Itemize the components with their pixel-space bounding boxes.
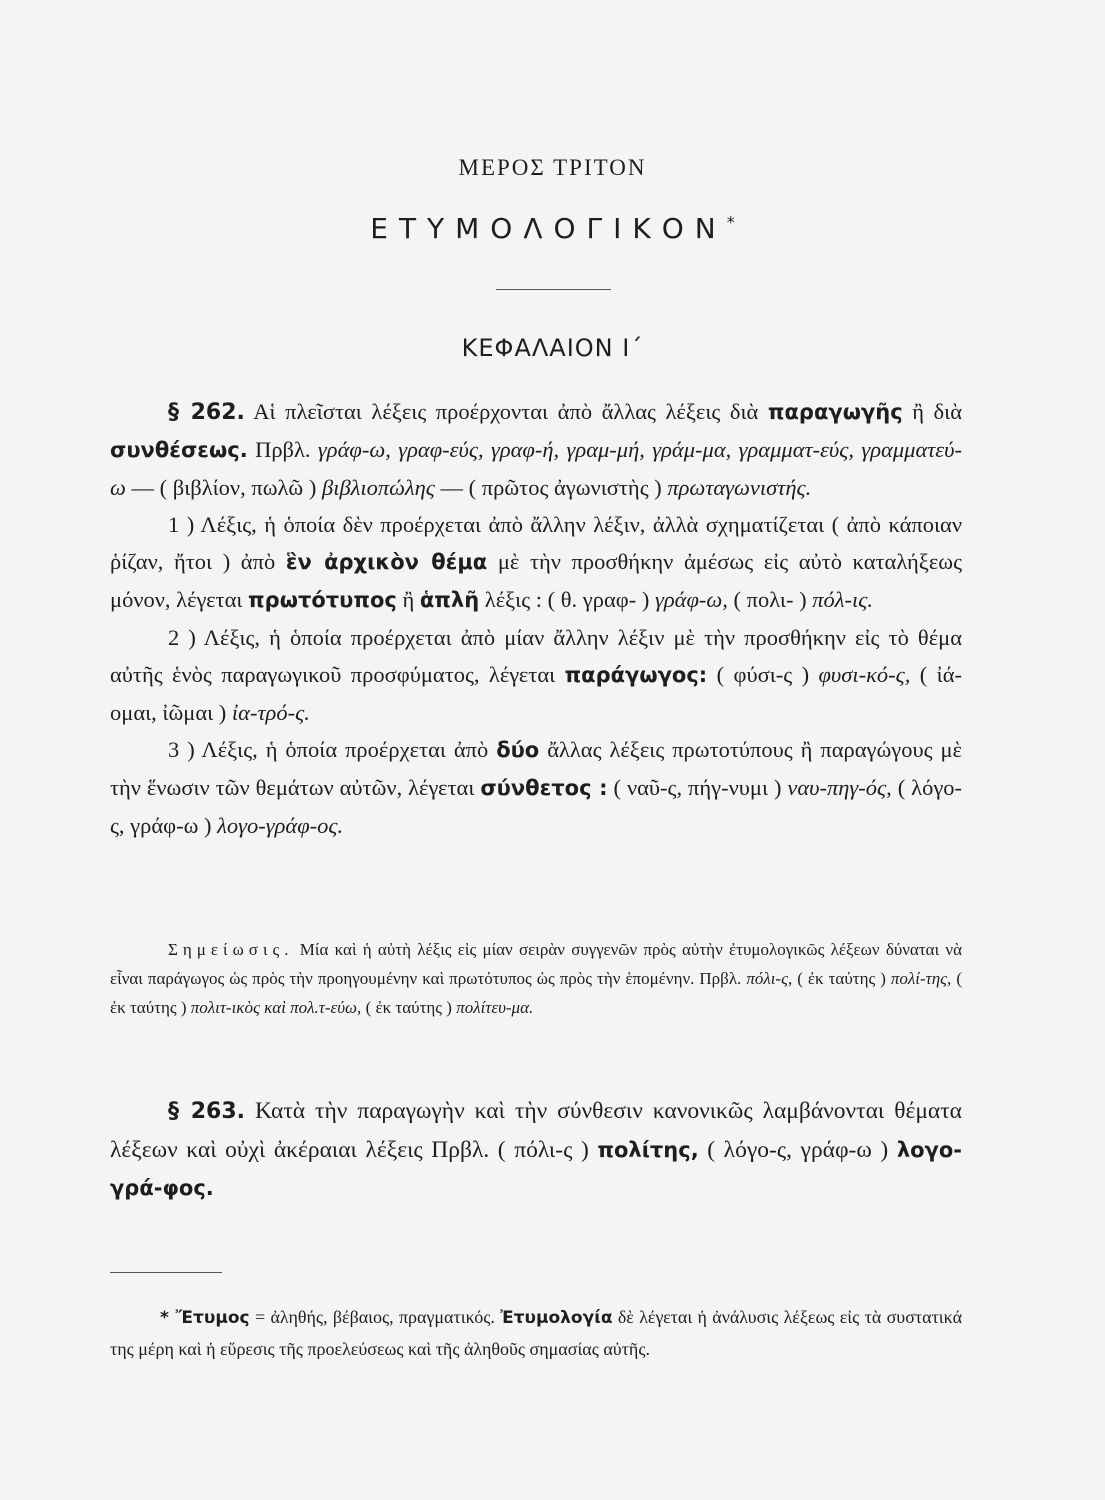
footnote-marker: * — [726, 212, 735, 232]
example-italic: ἰα-τρό-ς. — [231, 700, 310, 725]
text-run: ἢ — [396, 587, 420, 612]
text-run: 2 ) Λέξις, ἡ ὁποία προέρχεται ἀπὸ μίαν ἄλλην λέξιν μὲ τὴν προσθήκην εἰς τὸ θέμα αὐτῆς ἑνὸς παραγωγικοῦ προσφύματος, λέγεται — [110, 625, 962, 687]
footnote — [110, 1302, 962, 1365]
text-run: ( λόγο-ς, γράφ-ω ) — [698, 1137, 897, 1163]
item-1-paragraph — [110, 506, 962, 619]
item-3-paragraph — [110, 731, 962, 844]
footnote-mark: * — [160, 1308, 176, 1328]
bold-term: συνθέσεως. — [110, 438, 248, 462]
example-italic: πολί-της, — [890, 969, 952, 988]
section-263-paragraph — [110, 1092, 962, 1207]
section-number: § 262. — [168, 400, 245, 425]
bold-term: Ἐτυμολογία — [500, 1308, 613, 1328]
text-run: Πρβλ. — [247, 437, 318, 462]
bold-term: παραγωγῆς — [767, 400, 903, 424]
bold-term: σύνθετος : — [480, 776, 608, 800]
text-run: = ἀληθής, βέβαιος, πραγματικός. — [249, 1307, 501, 1327]
item-2-paragraph — [110, 619, 962, 731]
text-run: Μία καὶ ἡ αὐτὴ λέξις εἰς μίαν σειρὰν συγγενῶν πρὸς αὐτὴν ἐτυμολογικῶς λέξεων δύναται νὰ εἶναι παράγωγος ὡς πρὸς τὴν προηγουμένην καὶ πρωτότυπος ὡς πρὸς τὴν ἑπομένην. Πρβλ. — [110, 940, 962, 988]
example-italic: λογο-γράφ-ος. — [217, 813, 344, 838]
text-run: ( φύσι-ς ) — [707, 662, 819, 687]
section-262 — [110, 393, 962, 844]
text-run: — ( πρῶτος ἀγωνιστὴς ) — [434, 475, 668, 500]
bold-term: πρωτότυπος — [248, 588, 397, 612]
example-italic: βιβλιοπώλης — [321, 475, 435, 500]
section-number: § 263. — [168, 1099, 246, 1124]
text-run: δὲ λέγεται ἡ ἀνάλυσις λέξεως εἰς τὰ συστατικά της μέρη καὶ ἡ εὕρεσις τῆς προελεύσεως καὶ τῆς ἀληθοῦς σημασίας αὐτῆς. — [110, 1307, 962, 1359]
text-run: λέξις : ( θ. γραφ- ) — [479, 587, 655, 612]
note — [110, 935, 962, 1022]
footnote-divider — [110, 1272, 222, 1273]
example-italic: πόλ-ις. — [812, 587, 873, 612]
text-run: Κατὰ τὴν παραγωγὴν καὶ τὴν σύνθεσιν κανονικῶς λαμβάνονται θέματα λέξεων καὶ οὐχὶ ἀκέραιαι λέξεις Πρβλ. ( πόλι-ς ) — [110, 1098, 962, 1163]
main-title — [0, 212, 1105, 245]
bold-term: λογο-γρά-φος. — [110, 1138, 963, 1200]
text-run: ( ἰά-ομαι, ἰῶμαι ) — [110, 662, 963, 725]
bold-term: παράγωγος: — [564, 663, 708, 687]
text-run: μὲ τὴν προσθήκην ἀμέσως εἰς αὐτὸ καταλήξεως μόνον, λέγεται — [110, 549, 962, 612]
bold-term: ἁπλῆ — [419, 588, 480, 612]
note-paragraph — [110, 935, 962, 1022]
example-italic: φυσι-κό-ς, — [818, 662, 911, 687]
section-263 — [110, 1092, 962, 1207]
text-run: ( ἐκ ταύτης ) — [110, 969, 962, 1017]
example-italic: πολιτ-ικὸς καὶ πολ.τ-εύω, — [190, 998, 362, 1017]
footnote-paragraph — [110, 1302, 962, 1365]
bold-term: δύο — [496, 738, 540, 762]
note-label: Σημείωσις. — [168, 940, 294, 959]
main-title-text: ΕΤΥΜΟΛΟΓΙΚΟΝ — [370, 212, 727, 245]
text-run: ( ναῦ-ς, πήγ-νυμι ) — [607, 775, 788, 800]
text-run: ( λόγο-ς, γράφ-ω ) — [110, 775, 963, 838]
title-divider — [496, 289, 611, 290]
text-run: 1 ) Λέξις, ἡ ὁποία δὲν προέρχεται ἀπὸ ἄλλην λέξιν, ἀλλὰ σχηματίζεται ( ἀπὸ κάποιαν ῥίζαν, ἤτοι ) ἀπὸ — [110, 512, 962, 574]
example-italic: γράφ-ω, — [654, 587, 728, 612]
example-italic: πρωταγωνιστής. — [667, 475, 812, 500]
bold-term: Ἔτυμος — [175, 1308, 250, 1328]
text-run: ( πολι- ) — [727, 587, 813, 612]
text-run: ( ἐκ ταύτης ) — [361, 998, 457, 1017]
section-262-paragraph — [110, 393, 962, 506]
chapter-title: ΚΕΦΑΛΑΙΟΝ Ι΄ — [461, 334, 644, 362]
bold-term: πολίτης, — [597, 1138, 699, 1162]
text-run: ἄλλας λέξεις πρωτοτύπους ἢ παραγώγους μὲ τὴν ἕνωσιν τῶν θεμάτων αὐτῶν, λέγεται — [110, 737, 962, 800]
example-italic: ναυ-πηγ-ός, — [787, 775, 892, 800]
text-run: — ( βιβλίον, πωλῶ ) — [125, 475, 322, 500]
part-title: ΜΕΡΟΣ ΤΡΙΤΟΝ — [458, 155, 647, 180]
text-run: ἢ διὰ — [902, 399, 962, 424]
text-run: 3 ) Λέξις, ἡ ὁποία προέρχεται ἀπὸ — [168, 737, 497, 762]
example-italic: πόλι-ς, — [746, 969, 793, 988]
example-italic: πολίτευ-μα. — [456, 998, 534, 1017]
text-run: Αἱ πλεῖσται λέξεις προέρχονται ἀπὸ ἄλλας λέξεις διὰ — [244, 399, 768, 424]
bold-term: ἓν ἀρχικὸν θέμα — [285, 550, 488, 574]
text-run: ( ἐκ ταύτης ) — [792, 969, 891, 988]
example-italic: γράφ-ω, γραφ-εύς, γραφ-ή, γραμ-μή, γράμ-μα, γραμματ-εύς, γραμματεύ-ω — [110, 437, 962, 500]
